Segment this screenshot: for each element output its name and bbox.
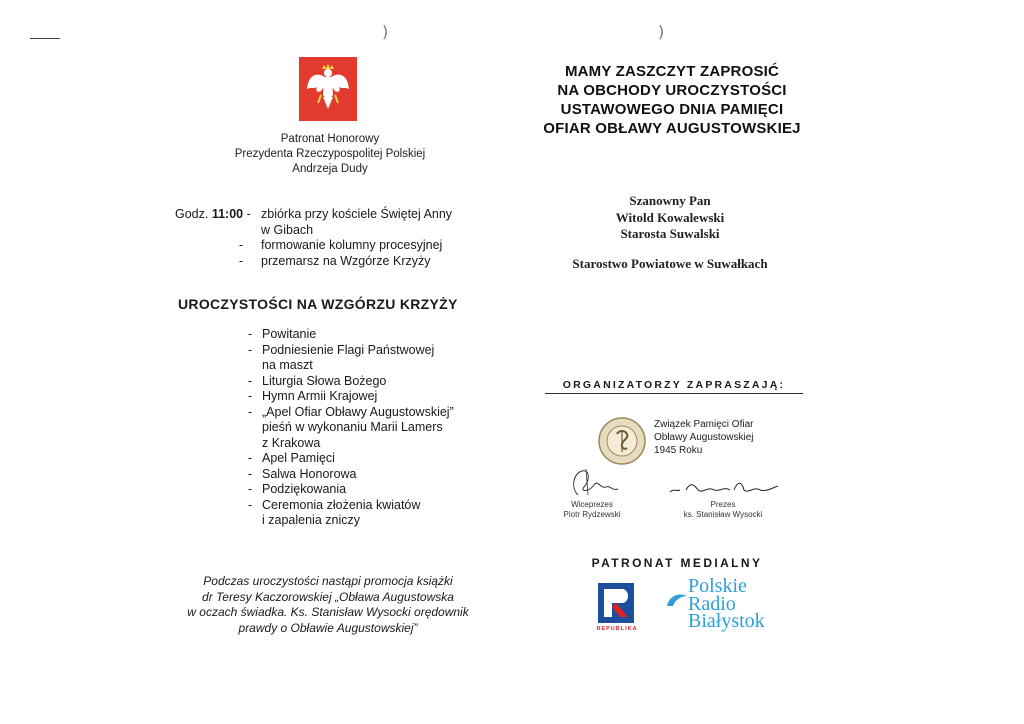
program-item-cont: z Krakowa: [262, 435, 321, 450]
signature-name: ks. Stanisław Wysocki: [683, 510, 763, 519]
program-item: - Hymn Armii Krajowej: [248, 389, 378, 403]
republika-logo-icon: [598, 583, 634, 623]
signature-name: Piotr Rydzewski: [563, 510, 621, 519]
heading-line: MAMY ZASZCZYT ZAPROSIĆ: [564, 63, 780, 80]
promo-line: w oczach świadka. Ks. Stanisław Wysocki orędownik: [187, 605, 469, 619]
program-item: - „Apel Ofiar Obławy Augustowskiej”: [248, 404, 454, 419]
program-item-text: Podniesienie Flagi Państwowej: [262, 342, 435, 357]
schedule-item-cont: w Gibach: [261, 222, 314, 237]
program-item-text: Apel Pamięci: [262, 451, 335, 465]
program-item: - Liturgia Słowa Bożego: [248, 373, 387, 388]
program-item: - Podniesienie Flagi Państwowej: [248, 342, 435, 357]
program-item-text: Powitanie: [262, 327, 317, 341]
program-item: - Ceremonia złożenia kwiatów: [248, 497, 421, 512]
signature-role: Wiceprezes: [571, 500, 613, 509]
organizer-name-line: 1945 Roku: [654, 445, 703, 456]
book-promotion: [172, 574, 484, 636]
promo-line: dr Teresy Kaczorowskiej „Obława Augustowska: [202, 589, 454, 604]
program-item: - Salwa Honorowa: [248, 466, 357, 481]
polish-eagle-emblem-icon: [299, 57, 357, 121]
signature-right-caption: [668, 500, 778, 520]
fold-mark: ): [382, 22, 389, 41]
signature-role: Prezes: [710, 500, 736, 509]
promo-line: Podczas uroczystości nastąpi promocja książki: [203, 574, 453, 588]
organizers-title: ORGANIZATORZY ZAPRASZAJĄ:: [562, 379, 786, 391]
section-title: UROCZYSTOŚCI NA WZGÓRZU KRZYŻY: [178, 296, 458, 312]
honorary-patronage: [230, 132, 430, 177]
signature-right-image: [668, 478, 780, 498]
organizer-name-line: Obławy Augustowskiej: [654, 432, 754, 443]
program-item-text: Salwa Honorowa: [262, 466, 357, 481]
radio-line: Polskie: [688, 575, 747, 597]
schedule-item: przemarsz na Wzgórze Krzyży: [261, 253, 431, 268]
patronat-line: Prezydenta Rzeczypospolitej Polskiej: [234, 148, 426, 160]
fold-mark: ): [658, 22, 665, 41]
time-prefix: Godz.: [175, 207, 212, 221]
radio-line: Radio: [688, 592, 736, 615]
addressee: [560, 193, 780, 243]
program-item-text: Hymn Armii Krajowej: [262, 389, 378, 403]
schedule-item: zbiórka przy kościele Świętej Anny: [261, 207, 453, 221]
schedule-item: formowanie kolumny procesyjnej: [261, 238, 443, 252]
patronat-line: Andrzeja Dudy: [292, 163, 368, 175]
schedule-first-row: [175, 207, 452, 223]
program-item: - Apel Pamięci: [248, 451, 335, 465]
signature-left-caption: [552, 500, 632, 520]
program-item-text: „Apel Ofiar Obławy Augustowskiej”: [262, 404, 454, 419]
media-patronage-title: PATRONAT MEDIALNY: [591, 556, 763, 570]
heading-line: USTAWOWEGO DNIA PAMIĘCI: [560, 101, 784, 118]
program-item-cont: na maszt: [262, 358, 313, 372]
heading-line: OFIAR OBŁAWY AUGUSTOWSKIEJ: [543, 120, 801, 137]
association-seal-icon: [597, 416, 647, 466]
heading-line: NA OBCHODY UROCZYSTOŚCI: [557, 82, 787, 99]
program-list: [248, 327, 454, 529]
program-item-cont: pieśń w wykonaniu Marii Lamers: [262, 420, 443, 434]
program-item-text: Podziękowania: [262, 482, 347, 496]
program-item-text: Liturgia Słowa Bożego: [262, 373, 387, 388]
time: 11:00: [211, 207, 244, 221]
program-item-text: Ceremonia złożenia kwiatów: [262, 497, 421, 512]
organizer-name-line: Związek Pamięci Ofiar: [654, 419, 754, 430]
patronat-line: Patronat Honorowy: [280, 133, 380, 145]
schedule-time-label: [175, 207, 261, 223]
scan-mark: [30, 38, 60, 39]
republika-wordmark: REPUBLIKA: [596, 626, 638, 632]
program-item-cont: i zapalenia zniczy: [262, 513, 360, 527]
addressee-line: Szanowny Pan: [629, 193, 711, 208]
addressee-office: Starostwo Powiatowe w Suwałkach: [572, 256, 768, 271]
time-separator: -: [243, 207, 251, 221]
addressee-line: Starosta Suwalski: [620, 226, 720, 241]
promo-line: prawdy o Obławie Augustowskiej”: [238, 620, 418, 635]
program-item: - Powitanie: [248, 327, 317, 341]
schedule-row: - przemarsz na Wzgórze Krzyży: [239, 253, 431, 268]
radio-line: Białystok: [688, 610, 765, 632]
radio-bialystok-logo-icon: [665, 590, 689, 610]
radio-bialystok-wordmark: [688, 575, 765, 632]
schedule-row: - formowanie kolumny procesyjnej: [239, 238, 443, 252]
program-item: - Podziękowania: [248, 482, 347, 496]
divider: [545, 393, 803, 394]
organizer-name: [654, 418, 754, 457]
schedule: [175, 207, 452, 269]
addressee-line: Witold Kowalewski: [615, 209, 725, 225]
invitation-heading: [522, 62, 822, 138]
signature-left-image: [560, 465, 635, 501]
